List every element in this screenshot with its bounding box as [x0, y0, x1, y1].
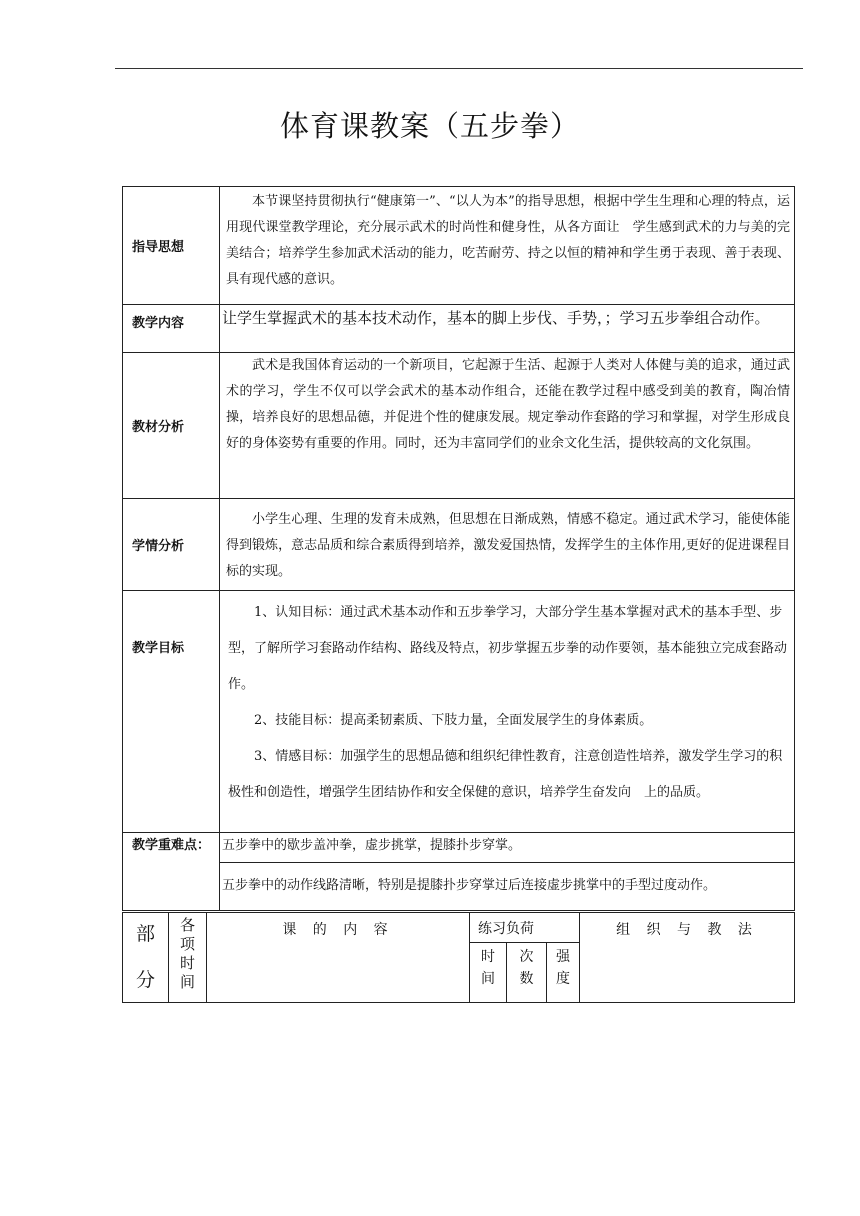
- label-key: 教学重难点：: [123, 833, 220, 911]
- cell-material: [220, 353, 795, 499]
- header-part: 部 分: [123, 913, 169, 1003]
- goals-block: [220, 591, 794, 811]
- text-content: 让学生掌握武术的基本技术动作，基本的脚上步伐、手势，；学习五步拳组合动作。: [222, 309, 770, 327]
- row-content: [123, 305, 795, 353]
- header-method: 组 织 与 教 法: [580, 913, 795, 1003]
- header-time-per-item: 各 项 时 间: [169, 913, 207, 1003]
- goal-emotional: 3、情感目标：加强学生的思想品德和组织纪律性教育，注意创造性培养，激发学生学习的积极性和创造性，增强学生团结协作和安全保健的意识，培养学生奋发向 上的品质。: [228, 749, 783, 800]
- header-rule: [115, 68, 803, 69]
- header-count: 次 数: [507, 943, 547, 1003]
- cell-content: [220, 305, 795, 353]
- row-goals: [123, 591, 795, 833]
- lesson-plan-table: [122, 186, 795, 911]
- cell-guiding: [220, 187, 795, 305]
- cell-key-point: [220, 833, 795, 863]
- document-title: 体育课教案（五步拳）: [279, 109, 580, 143]
- text-material: 武术是我国体育运动的一个新项目，它起源于生活、起源于人类对人体健与美的追求，通过武术的学习，学生不仅可以学会武术的基本动作组合，还能在教学过程中感受到美的教育，陶冶情操，培养良好的思想品德，并促进个性的健康发展。规定拳动作套路的学习和掌握，对学生形成良好的身体姿势有重要的作用。同时，还为丰富同学们的业余文化生活，提供较高的文化氛围。: [226, 358, 790, 451]
- cell-difficult-point: [220, 863, 795, 911]
- row-guiding: [123, 187, 795, 305]
- header-time: 时 间: [470, 943, 507, 1003]
- label-guiding: 指导思想: [123, 187, 220, 305]
- label-material: 教材分析: [123, 353, 220, 499]
- goal-cognitive: 1、认知目标：通过武术基本动作和五步拳学习，大部分学生基本掌握对武术的基本手型、步型，了解所学习套路动作结构、路线及特点，初步掌握五步拳的动作要领，基本能独立完成套路动作。: [228, 605, 788, 692]
- row-students: [123, 499, 795, 591]
- text-guiding: 本节课坚持贯彻执行“健康第一”、“以人为本”的指导思想，根据中学生生理和心理的特点，运用现代课堂教学理论，充分展示武术的时尚性和健身性，从各方面让 学生感到武术的力与美的完美结合；培养学生参加武术活动的能力，吃苦耐劳、持之以恒的精神和学生勇于表现、善于表现、具有现代感的意识。: [226, 194, 790, 287]
- text-students: 小学生心理、生理的发育未成熟，但思想在日渐成熟，情感不稳定。通过武术学习，能使体能得到锻炼，意志品质和综合素质得到培养，激发爱国热情，发挥学生的主体作用,更好的促进课程目标的实现。: [226, 512, 790, 579]
- header-lesson-content: 课 的 内 容: [207, 913, 470, 1003]
- schedule-header-row: [123, 913, 795, 943]
- row-key: [123, 833, 795, 863]
- label-students: 学情分析: [123, 499, 220, 591]
- row-material: [123, 353, 795, 499]
- label-content: 教学内容: [123, 305, 220, 353]
- header-intensity: 强 度: [547, 943, 580, 1003]
- cell-goals: [220, 591, 795, 833]
- cell-students: [220, 499, 795, 591]
- header-load: 练习负荷: [470, 913, 580, 943]
- text-difficult-point: 五步拳中的动作线路清晰，特别是提膝扑步穿掌过后连接虚步挑掌中的手型过度动作。: [222, 878, 717, 893]
- text-key-point: 五步拳中的歇步盖冲拳，虚步挑掌，提膝扑步穿掌。: [222, 838, 522, 853]
- schedule-header-table: [122, 912, 795, 1003]
- row-difficult: [123, 863, 795, 911]
- goal-skill: 2、技能目标：提高柔韧素质、下肢力量，全面发展学生的身体素质。: [254, 713, 653, 728]
- label-goals: 教学目标: [123, 591, 220, 833]
